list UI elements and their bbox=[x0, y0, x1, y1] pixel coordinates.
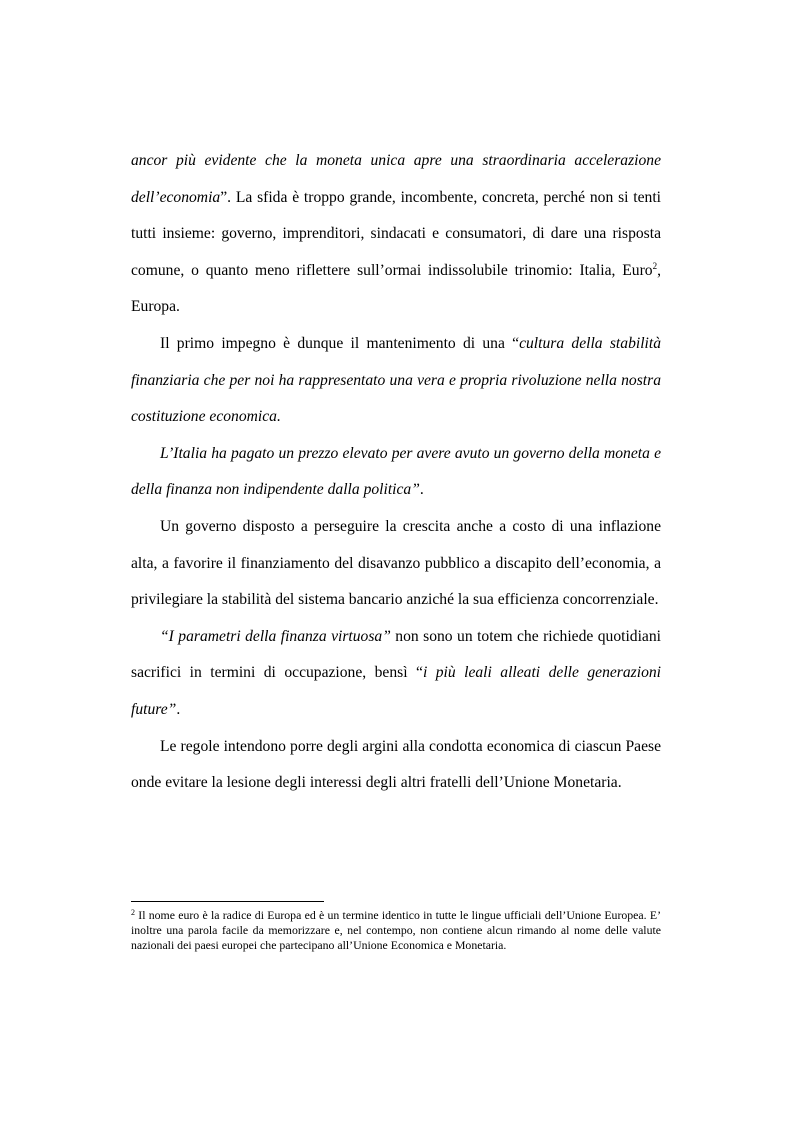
paragraph-1 bbox=[131, 143, 661, 326]
footnote-number: 2 bbox=[131, 908, 135, 917]
quote-italic: cultura della stabilità finanziaria che per noi ha rappresentato una vera e propria rivoluzione nella nostra costituzione economica. bbox=[131, 334, 661, 426]
quote-italic: L’Italia ha pagato un prezzo elevato per avere avuto un governo della moneta e della finanza non indipendente dalla politica” bbox=[131, 444, 661, 499]
quote-italic: “I parametri della finanza virtuosa” bbox=[160, 627, 391, 645]
paragraph-text: non sono un totem che richiede quotidiani sacrifici in termini di occupazione, bensì “ bbox=[131, 627, 661, 682]
paragraph-text: . bbox=[419, 481, 424, 499]
page-body bbox=[131, 143, 661, 802]
footnote-separator bbox=[131, 901, 324, 902]
paragraph-2 bbox=[131, 326, 661, 436]
paragraph-4: Un governo disposto a perseguire la crescita anche a costo di una inflazione alta, a favorire il finanziamento del disavanzo pubblico a discapito dell’economia, a privilegiare la stabilità del sistema bancario anziché la sua efficienza concorrenziale. bbox=[131, 517, 661, 609]
paragraph-3 bbox=[131, 436, 661, 509]
paragraph-6: Le regole intendono porre degli argini alla condotta economica di ciascun Paese onde evitare la lesione degli interessi degli altri fratelli dell’Unione Monetaria. bbox=[131, 737, 661, 792]
quote-italic: i più leali alleati delle generazioni future” bbox=[131, 664, 661, 718]
footnote-reference[interactable]: 2 bbox=[652, 260, 658, 271]
paragraph-text: . bbox=[176, 700, 181, 718]
paragraph-text: ”. La sfida è troppo grande, incombente, concreta, perché non si tenti tutti insieme: governo, imprenditori, sindacati e consumatori, di dare una risposta comune, o quanto meno riflettere sull’ormai indissolubile trinomio: Italia, Euro bbox=[131, 188, 661, 279]
paragraph-5 bbox=[131, 619, 661, 729]
footnote bbox=[131, 908, 661, 953]
paragraph-text: , Europa. bbox=[131, 261, 661, 316]
paragraph-text: Il primo impegno è dunque il mantenimento di una “ bbox=[160, 334, 520, 352]
footnote-text: Il nome euro è la radice di Europa ed è un termine identico in tutte le lingue ufficiali dell’Unione Europea. E’ inoltre una parola facile da memorizzare e, nel contempo, non contiene alcun rimando al nome delle valute nazionali dei paesi europei che partecipano all’Unione Economica e Monetaria. bbox=[131, 908, 661, 952]
quote-italic: ancor più evidente che la moneta unica apre una straordinaria accelerazione dell’economia bbox=[131, 152, 661, 206]
